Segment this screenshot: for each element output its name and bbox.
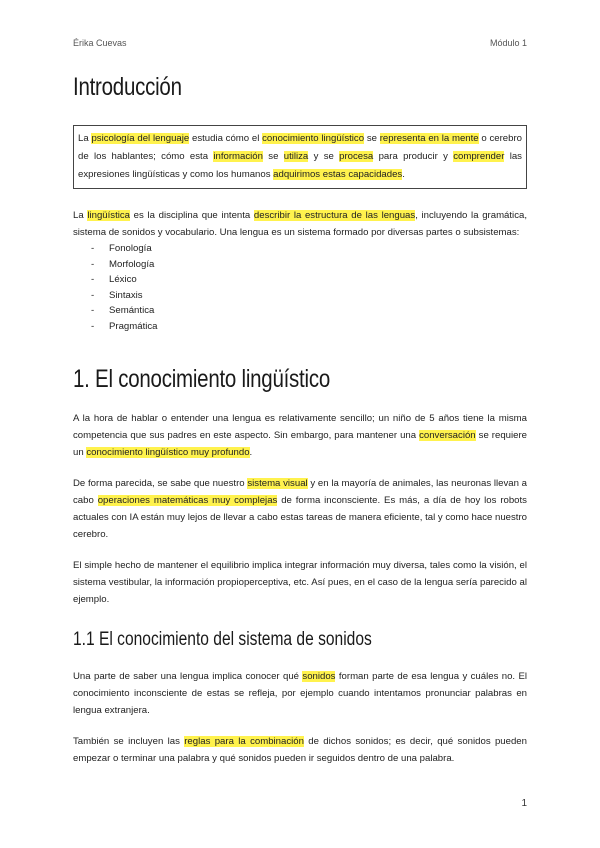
highlighted-text: lingüística — [87, 210, 131, 221]
page-content — [73, 70, 527, 767]
list-item — [73, 241, 527, 257]
linguistics-paragraph — [73, 207, 527, 241]
highlighted-text: información — [213, 151, 263, 162]
text-run: se — [262, 151, 284, 162]
text-run: de forma inconsciente. Es más, a día de hoy los robots actuales con IA están muy lejos de llevar a cabo estas tareas de manera eficiente, tal y como hace nuestro cerebro. — [73, 495, 527, 540]
dash-bullet: - — [91, 258, 95, 270]
highlighted-text: procesa — [339, 151, 374, 162]
dash-bullet: - — [91, 243, 95, 254]
text-run: forman parte de esa lengua y cuáles no. El conocimiento inconsciente de estas se refleja, por ejemplo cuando intentamos pronunciar palabras en lengua extranjera. — [73, 671, 528, 716]
subsystems-list — [73, 241, 527, 334]
section1-paragraph-3 — [73, 557, 527, 608]
text-run: A la hora de hablar o entender una lengua es relativamente sencillo; un niño de 5 años tiene la misma competencia que sus padres en este aspecto. Sin embargo, para mantener una — [73, 413, 527, 441]
highlighted-text: utiliza — [283, 151, 309, 162]
highlighted-text: comprender — [453, 151, 505, 162]
text-run: para producir y — [373, 151, 454, 162]
header-module: Módulo 1 — [489, 38, 527, 48]
text-run: se — [364, 133, 380, 144]
highlighted-text: sonidos — [302, 671, 336, 682]
highlighted-text: describir la estructura de las lenguas — [253, 210, 416, 221]
page-number: 1 — [521, 798, 527, 809]
text-run: o cerebro de los hablantes; cómo esta — [78, 133, 523, 162]
dash-bullet: - — [91, 289, 95, 301]
section11-paragraph-1 — [73, 668, 527, 719]
header-author: Érika Cuevas — [73, 38, 127, 48]
intro-definition-box — [73, 125, 527, 189]
list-item-text: Fonología — [109, 243, 152, 254]
text-run: las expresiones lingüísticas y como los humanos — [78, 151, 522, 180]
highlighted-text: psicología del lenguaje — [91, 133, 190, 144]
text-run: y en la mayoría de animales, las neuronas llevan a cabo — [73, 478, 528, 506]
text-run: de dichos sonidos; es decir, qué sonidos pueden empezar o terminar una palabra y qué sonidos pueden ir seguidos dentro de una palabra. — [73, 736, 527, 764]
text-run: , incluyendo la gramática, sistema de sonidos y vocabulario. Una lengua es un sistema formado por diversas partes o subsistemas: — [73, 210, 527, 238]
dash-bullet: - — [91, 305, 95, 316]
highlighted-text: operaciones matemáticas muy complejas — [97, 495, 278, 506]
text-run: Una parte de saber una lengua implica conocer qué — [73, 671, 303, 682]
list-item-text: Morfología — [109, 258, 155, 270]
text-run: se requiere un — [73, 430, 527, 458]
highlighted-text: reglas para la combinación — [184, 736, 304, 747]
list-item — [73, 272, 527, 288]
text-run: . — [402, 169, 405, 180]
section1-title: 1. El conocimiento lingüístico — [73, 365, 330, 393]
text-run: De forma parecida, se sabe que nuestro — [73, 478, 248, 489]
intro-title: Introducción — [73, 73, 182, 101]
text-run: y se — [308, 151, 340, 162]
text-run: . — [249, 447, 253, 458]
list-item-text: Pragmática — [109, 320, 158, 332]
highlighted-text: sistema visual — [247, 478, 308, 489]
highlighted-text: conocimiento lingüístico — [262, 133, 365, 144]
list-item — [73, 288, 527, 304]
list-item-text: Léxico — [109, 274, 137, 285]
section1-paragraph-2 — [73, 475, 527, 543]
highlighted-text: conocimiento lingüístico muy profundo — [86, 447, 250, 458]
list-item — [73, 319, 527, 335]
highlighted-text: conversación — [419, 430, 476, 441]
text-run: El simple hecho de mantener el equilibrio implica integrar información muy diversa, tales como la visión, el sistema vestibular, la información propioperceptiva, etc. Así pues, en el caso de la lengua sería parecido al ejemplo. — [73, 560, 527, 605]
list-item — [73, 303, 527, 319]
list-item-text: Semántica — [109, 305, 155, 316]
list-item — [73, 257, 527, 273]
dash-bullet: - — [91, 320, 95, 332]
section11-title: 1.1 El conocimiento del sistema de sonidos — [73, 629, 372, 650]
text-run: La — [78, 133, 92, 144]
dash-bullet: - — [91, 274, 95, 285]
text-run: es la disciplina que intenta — [130, 210, 254, 221]
section1-paragraph-1 — [73, 410, 527, 461]
text-run: estudia cómo el — [189, 133, 263, 144]
highlighted-text: representa en la mente — [379, 133, 479, 144]
list-item-text: Sintaxis — [109, 289, 143, 301]
highlighted-text: adquirimos estas capacidades — [273, 169, 403, 180]
section11-paragraph-2 — [73, 733, 527, 767]
text-run: La — [73, 210, 88, 221]
text-run: También se incluyen las — [73, 736, 185, 747]
